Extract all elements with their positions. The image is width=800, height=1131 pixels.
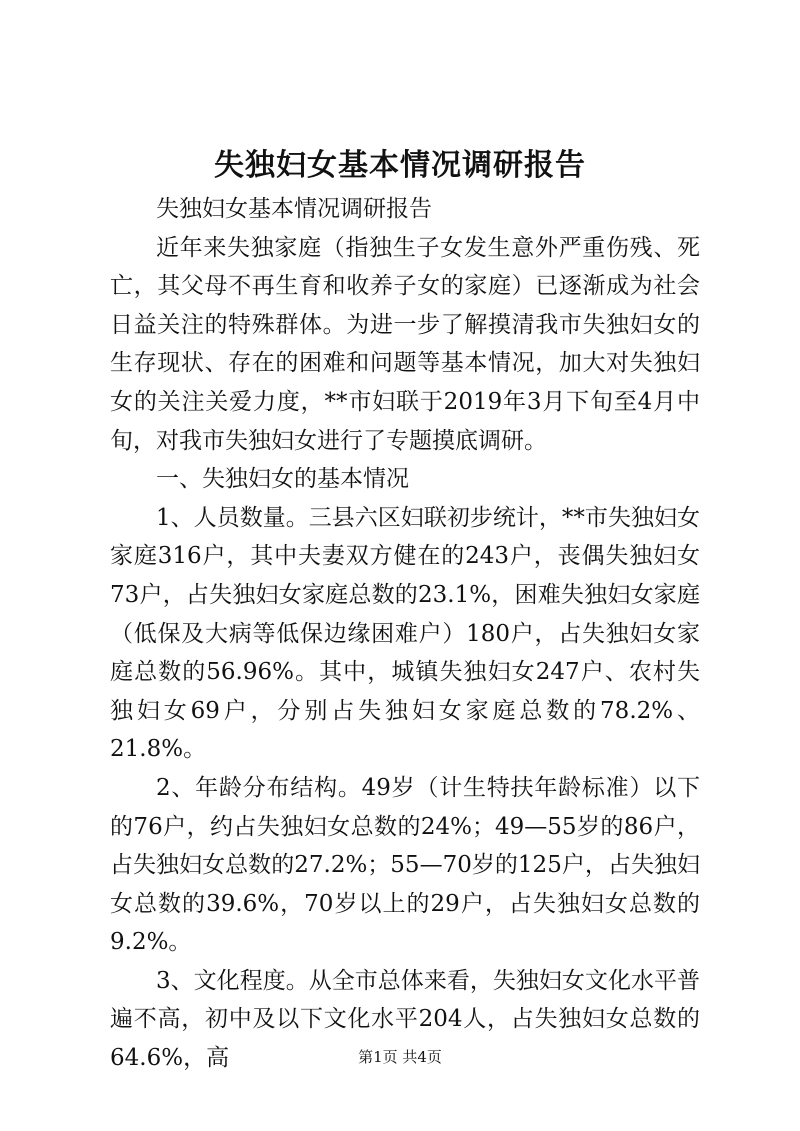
page-footer: 第1页 共4页 [358, 1048, 442, 1066]
paragraph-age: 2、年龄分布结构。49岁（计生特扶年龄标准）以下的76户，约占失独妇女总数的24%；49—55岁的86户，占失独妇女总数的27.2%；55—70岁的125户，占失独妇女总数的39.6%，70岁以上的29户，占失独妇女总数的9.2%。 [110, 774, 700, 956]
section-heading: 一、失独妇女的基本情况 [156, 466, 409, 493]
paragraph-personnel: 1、人员数量。三县六区妇联初步统计，**市失独妇女家庭316户，其中夫妻双方健在的243户，丧偶失独妇女73户，占失独妇女家庭总数的23.1%，困难失独妇女家庭（低保及大病等低保边缘困难户）180户，占失独妇女家庭总数的56.96%。其中，城镇失独妇女247户、农村失独妇女69户，分别占失独妇女家庭总数的78.2%、21.8%。 [110, 504, 700, 763]
document-body [110, 190, 700, 1078]
paragraph-subtitle: 失独妇女基本情况调研报告 [156, 196, 432, 222]
paragraph-intro: 近年来失独家庭（指独生子女发生意外严重伤残、死亡，其父母不再生育和收养子女的家庭）已逐渐成为社会日益关注的特殊群体。为进一步了解摸清我市失独妇女的生存现状、存在的困难和问题等基本情况，加大对失独妇女的关注关爱力度，**市妇联于2019年3月下旬至4月中旬，对我市失独妇女进行了专题摸底调研。 [110, 234, 700, 454]
document-title: 失独妇女基本情况调研报告 [214, 148, 586, 183]
paragraph-education: 3、文化程度。从全市总体来看，失独妇女文化水平普遍不高，初中及以下文化水平204人，占失独妇女总数的64.6%，高 [110, 967, 700, 1072]
